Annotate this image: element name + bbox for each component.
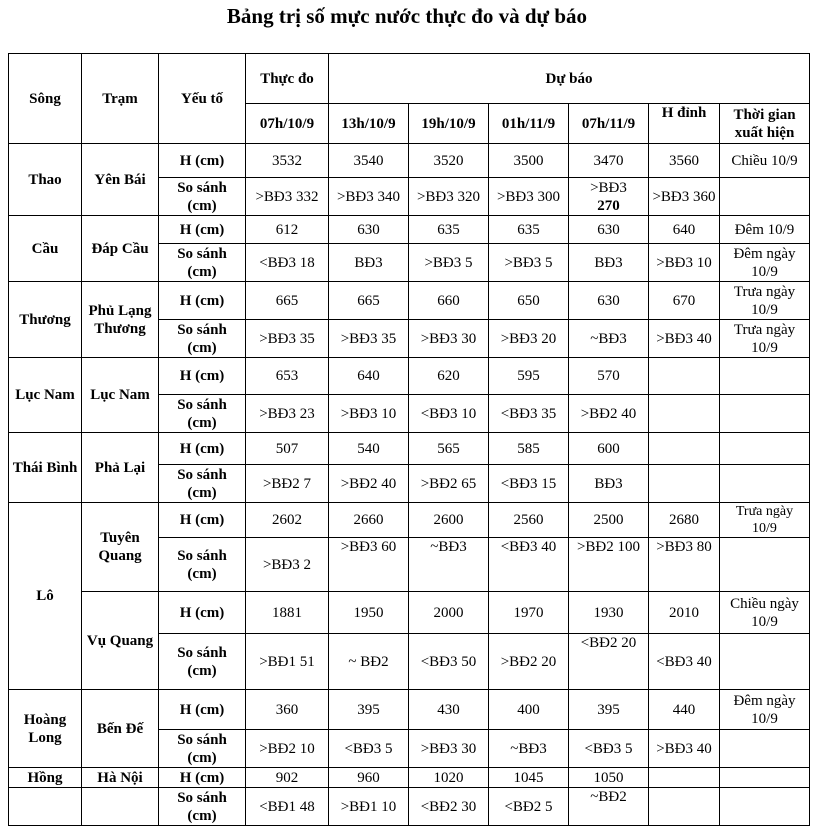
table-row [9, 592, 810, 634]
header-song: Sông [9, 54, 82, 144]
cell: 565 [409, 433, 489, 465]
label-h: H (cm) [159, 592, 246, 634]
cell: 2602 [246, 503, 329, 538]
table-title: Bảng trị số mực nước thực đo và dự báo [226, 4, 588, 28]
cell-time [720, 433, 810, 465]
cell-time [720, 395, 810, 433]
cell: <BĐ3 40 [489, 538, 569, 592]
river-name: Thương [9, 282, 82, 358]
cell: 3500 [489, 144, 569, 178]
cell: ~BĐ3 [569, 320, 649, 358]
cell: 612 [246, 216, 329, 244]
river-name: Thái Bình [9, 433, 82, 503]
cell-time [720, 178, 810, 216]
header-thoi-gian: Thời gian xuất hiện [720, 104, 810, 144]
cell: <BĐ3 5 [329, 730, 409, 768]
cell: <BĐ3 15 [489, 465, 569, 503]
label-ss: So sánh (cm) [159, 538, 246, 592]
cell: >BĐ3 340 [329, 178, 409, 216]
cell: >BĐ3 35 [246, 320, 329, 358]
header-thuc-do: Thực đo [246, 54, 329, 104]
cell-time [720, 358, 810, 395]
table-row [9, 433, 810, 465]
cell: 507 [246, 433, 329, 465]
cell: >BĐ3 60 [329, 538, 409, 592]
cell: BĐ3 [329, 244, 409, 282]
cell: >BĐ2 100 [569, 538, 649, 592]
river-name: Lục Nam [9, 358, 82, 433]
header-time: 19h/10/9 [409, 104, 489, 144]
cell: 3540 [329, 144, 409, 178]
header-time: 07h/10/9 [246, 104, 329, 144]
river-name: Lô [9, 503, 82, 690]
cell: >BĐ3 320 [409, 178, 489, 216]
label-ss: So sánh (cm) [159, 320, 246, 358]
label-h: H (cm) [159, 433, 246, 465]
cell: >BĐ3 2 [246, 538, 329, 592]
cell: 3532 [246, 144, 329, 178]
label-h: H (cm) [159, 282, 246, 320]
cell: 630 [569, 282, 649, 320]
cell: 635 [489, 216, 569, 244]
cell [649, 465, 720, 503]
cell-time: Trưa ngày 10/9 [720, 282, 810, 320]
cell: 653 [246, 358, 329, 395]
header-tram: Trạm [82, 54, 159, 144]
cell: >BĐ3 332 [246, 178, 329, 216]
cell: 2680 [649, 503, 720, 538]
station-name-empty [82, 788, 159, 826]
cell [649, 395, 720, 433]
cell: <BĐ2 30 [409, 788, 489, 826]
cell: >BĐ2 20 [489, 634, 569, 690]
cell: 630 [329, 216, 409, 244]
cell: BĐ3 [569, 244, 649, 282]
cell: 640 [649, 216, 720, 244]
cell: 1950 [329, 592, 409, 634]
header-du-bao: Dự báo [329, 54, 810, 104]
cell: 400 [489, 690, 569, 730]
cell: 395 [329, 690, 409, 730]
station-name: Đáp Cầu [82, 216, 159, 282]
station-name: Lục Nam [82, 358, 159, 433]
table-row [9, 358, 810, 395]
cell: >BĐ2 7 [246, 465, 329, 503]
cell: 635 [409, 216, 489, 244]
table-row [9, 503, 810, 538]
cell: BĐ3 [569, 465, 649, 503]
cell-time [720, 538, 810, 592]
cell: >BĐ3 20 [489, 320, 569, 358]
cell: 960 [329, 768, 409, 788]
cell: <BĐ3 35 [489, 395, 569, 433]
cell: 2560 [489, 503, 569, 538]
cell: 2600 [409, 503, 489, 538]
cell: 650 [489, 282, 569, 320]
station-name: Phả Lại [82, 433, 159, 503]
cell: 430 [409, 690, 489, 730]
cell: 3520 [409, 144, 489, 178]
cell: 3560 [649, 144, 720, 178]
cell: 595 [489, 358, 569, 395]
cell: >BĐ2 40 [329, 465, 409, 503]
label-ss: So sánh (cm) [159, 244, 246, 282]
cell [649, 768, 720, 788]
header-h-dinh: H đỉnh [649, 104, 720, 144]
cell: 2500 [569, 503, 649, 538]
cell: >BĐ3 35 [329, 320, 409, 358]
cell: >BĐ3 30 [409, 730, 489, 768]
river-name: Cầu [9, 216, 82, 282]
header-time: 13h/10/9 [329, 104, 409, 144]
table-row [9, 216, 810, 244]
cell: >BĐ3 80 [649, 538, 720, 592]
cell [569, 178, 649, 216]
station-name: Tuyên Quang [82, 503, 159, 592]
cell-time: Trưa ngày 10/9 [720, 503, 810, 538]
label-h: H (cm) [159, 690, 246, 730]
cell: <BĐ3 18 [246, 244, 329, 282]
cell: 660 [409, 282, 489, 320]
cell: 440 [649, 690, 720, 730]
cell: >BĐ3 300 [489, 178, 569, 216]
cell: >BĐ3 10 [329, 395, 409, 433]
cell: 2000 [409, 592, 489, 634]
cell: ~BĐ2 [569, 788, 649, 826]
cell: 1045 [489, 768, 569, 788]
cell: 670 [649, 282, 720, 320]
station-name: Vụ Quang [82, 592, 159, 690]
cell-time [720, 465, 810, 503]
label-ss: So sánh (cm) [159, 788, 246, 826]
cell: ~ BĐ2 [329, 634, 409, 690]
cell [649, 788, 720, 826]
cell: 395 [569, 690, 649, 730]
table-row [9, 282, 810, 320]
header-row [9, 54, 810, 104]
label-h: H (cm) [159, 144, 246, 178]
station-name: Yên Bái [82, 144, 159, 216]
cell: 1970 [489, 592, 569, 634]
cell: <BĐ3 10 [409, 395, 489, 433]
cell: 665 [246, 282, 329, 320]
cell: >BĐ3 30 [409, 320, 489, 358]
cell-time [720, 730, 810, 768]
label-ss: So sánh (cm) [159, 178, 246, 216]
cell-text-bold: 270 [597, 197, 620, 214]
cell: 1050 [569, 768, 649, 788]
label-h: H (cm) [159, 216, 246, 244]
cell: 640 [329, 358, 409, 395]
cell: >BĐ2 65 [409, 465, 489, 503]
cell: ~BĐ3 [489, 730, 569, 768]
cell: >BĐ3 40 [649, 320, 720, 358]
label-h: H (cm) [159, 358, 246, 395]
cell [649, 433, 720, 465]
label-h: H (cm) [159, 503, 246, 538]
cell: >BĐ3 5 [409, 244, 489, 282]
cell: >BĐ3 5 [489, 244, 569, 282]
cell: 540 [329, 433, 409, 465]
cell: 3470 [569, 144, 649, 178]
station-name: Phủ Lạng Thương [82, 282, 159, 358]
header-time: 07h/11/9 [569, 104, 649, 144]
header-time: 01h/11/9 [489, 104, 569, 144]
river-name-empty [9, 788, 82, 826]
cell-time [720, 788, 810, 826]
table-row [9, 768, 810, 788]
cell: <BĐ2 20 [569, 634, 649, 690]
label-ss: So sánh (cm) [159, 465, 246, 503]
cell: 630 [569, 216, 649, 244]
cell-time: Chiều ngày 10/9 [720, 592, 810, 634]
table-row [9, 690, 810, 730]
cell: <BĐ3 40 [649, 634, 720, 690]
cell: >BĐ3 360 [649, 178, 720, 216]
cell-time [720, 768, 810, 788]
water-level-table [8, 53, 810, 826]
cell: 665 [329, 282, 409, 320]
label-h: H (cm) [159, 768, 246, 788]
cell: >BĐ2 10 [246, 730, 329, 768]
cell: <BĐ1 48 [246, 788, 329, 826]
cell: 585 [489, 433, 569, 465]
cell: >BĐ1 10 [329, 788, 409, 826]
cell-time [720, 634, 810, 690]
cell: 902 [246, 768, 329, 788]
river-name: Hồng [9, 768, 82, 788]
header-yeu-to: Yếu tố [159, 54, 246, 144]
cell: >BĐ2 40 [569, 395, 649, 433]
cell: <BĐ3 5 [569, 730, 649, 768]
cell: 360 [246, 690, 329, 730]
table-row [9, 788, 810, 826]
cell-text: >BĐ3 [590, 179, 627, 196]
cell-time: Chiều 10/9 [720, 144, 810, 178]
label-ss: So sánh (cm) [159, 634, 246, 690]
cell: ~BĐ3 [409, 538, 489, 592]
cell: >BĐ3 40 [649, 730, 720, 768]
cell: >BĐ1 51 [246, 634, 329, 690]
label-ss: So sánh (cm) [159, 395, 246, 433]
river-name: Thao [9, 144, 82, 216]
cell: >BĐ3 10 [649, 244, 720, 282]
label-ss: So sánh (cm) [159, 730, 246, 768]
cell: 2010 [649, 592, 720, 634]
cell: 570 [569, 358, 649, 395]
river-name: Hoàng Long [9, 690, 82, 768]
cell: 1881 [246, 592, 329, 634]
cell: 1020 [409, 768, 489, 788]
cell [649, 358, 720, 395]
cell: <BĐ2 5 [489, 788, 569, 826]
cell-time: Đêm ngày 10/9 [720, 244, 810, 282]
cell: 600 [569, 433, 649, 465]
table-row [9, 144, 810, 178]
cell: 2660 [329, 503, 409, 538]
cell-time: Đêm ngày 10/9 [720, 690, 810, 730]
cell: 620 [409, 358, 489, 395]
station-name: Bến Đế [82, 690, 159, 768]
cell-time: Trưa ngày 10/9 [720, 320, 810, 358]
station-name: Hà Nội [82, 768, 159, 788]
cell: <BĐ3 50 [409, 634, 489, 690]
cell-time: Đêm 10/9 [720, 216, 810, 244]
cell: 1930 [569, 592, 649, 634]
cell: >BĐ3 23 [246, 395, 329, 433]
